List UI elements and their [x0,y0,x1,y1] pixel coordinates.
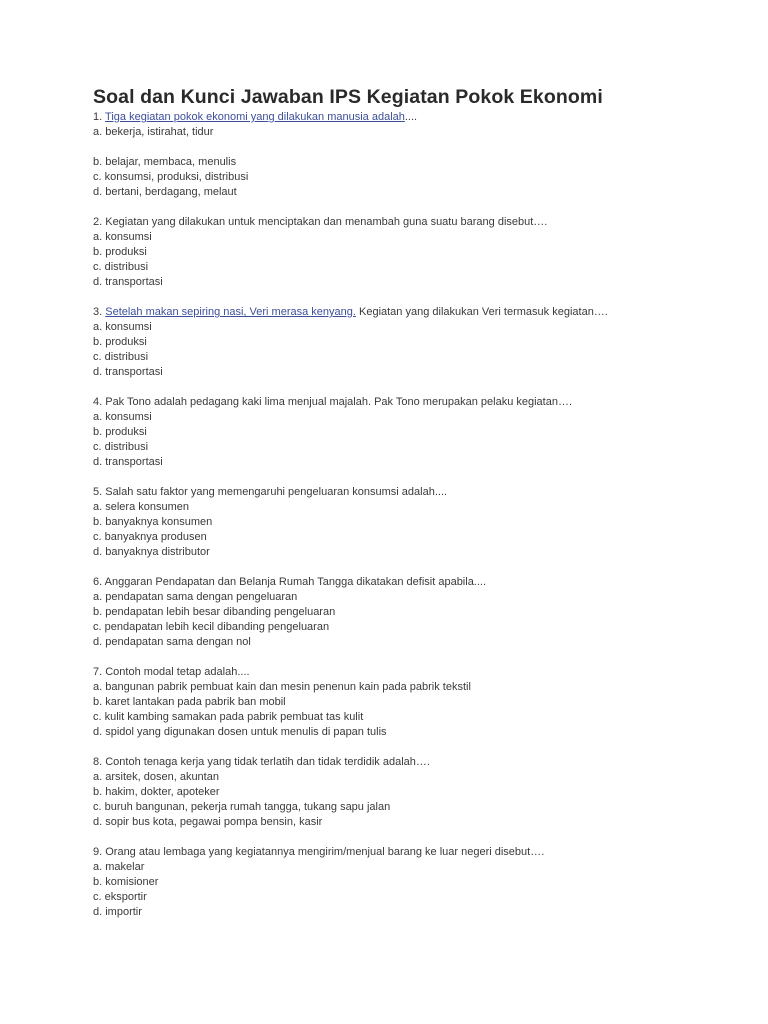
question-1-option-c: c. konsumsi, produksi, distribusi [93,171,249,183]
question-4-option-c: c. distribusi [93,441,149,453]
question-4 [93,395,743,470]
question-list [93,110,743,935]
question-1-prefix: 1. [93,111,106,123]
question-3 [93,305,743,380]
question-8-option-a: a. arsitek, dosen, akuntan [93,771,219,783]
question-9-option-b: b. komisioner [93,876,159,888]
question-6-option-b: b. pendapatan lebih besar dibanding pengeluaran [93,606,336,618]
question-1-text [93,110,743,125]
question-8 [93,755,743,830]
question-1-option-a: a. bekerja, istirahat, tidur [93,126,214,138]
question-7 [93,665,743,740]
question-8-option-d: d. sopir bus kota, pegawai pompa bensin, kasir [93,816,323,828]
question-7-option-b: b. karet lantakan pada pabrik ban mobil [93,696,286,708]
question-1-link[interactable]: Tiga kegiatan pokok ekonomi yang dilakukan manusia adalah [105,111,405,123]
question-4-option-a: a. konsumsi [93,411,152,423]
question-3-option-a: a. konsumsi [93,321,152,333]
question-5-option-d: d. banyaknya distributor [93,546,210,558]
question-3-prefix: 3. [93,306,106,318]
spacer [93,140,743,155]
question-4-text: 4. Pak Tono adalah pedagang kaki lima menjual majalah. Pak Tono merupakan pelaku kegiatan…. [93,396,573,408]
question-8-text: 8. Contoh tenaga kerja yang tidak terlatih dan tidak terdidik adalah…. [93,756,430,768]
question-7-text: 7. Contoh modal tetap adalah.... [93,666,250,678]
question-9-option-d: d. importir [93,906,142,918]
question-2-option-c: c. distribusi [93,261,149,273]
question-3-text [93,305,743,320]
question-6-option-d: d. pendapatan sama dengan nol [93,636,251,648]
question-6-option-a: a. pendapatan sama dengan pengeluaran [93,591,298,603]
question-2-text: 2. Kegiatan yang dilakukan untuk menciptakan dan menambah guna suatu barang disebut…. [93,216,548,228]
question-5 [93,485,743,560]
question-9-option-a: a. makelar [93,861,145,873]
question-6-option-c: c. pendapatan lebih kecil dibanding pengeluaran [93,621,330,633]
question-4-option-b: b. produksi [93,426,147,438]
question-7-option-a: a. bangunan pabrik pembuat kain dan mesin penenun kain pada pabrik tekstil [93,681,471,693]
question-1 [93,110,743,200]
question-9 [93,845,743,920]
question-6 [93,575,743,650]
question-9-option-c: c. eksportir [93,891,147,903]
question-8-option-c: c. buruh bangunan, pekerja rumah tangga, tukang sapu jalan [93,801,391,813]
question-6-text: 6. Anggaran Pendapatan dan Belanja Rumah Tangga dikatakan defisit apabila.... [93,576,487,588]
question-7-option-d: d. spidol yang digunakan dosen untuk menulis di papan tulis [93,726,387,738]
page-title: Soal dan Kunci Jawaban IPS Kegiatan Pokok Ekonomi [93,86,603,108]
question-3-option-c: c. distribusi [93,351,149,363]
question-2-option-b: b. produksi [93,246,147,258]
question-8-option-b: b. hakim, dokter, apoteker [93,786,220,798]
question-1-suffix: .... [404,111,418,123]
question-7-option-c: c. kulit kambing samakan pada pabrik pembuat tas kulit [93,711,364,723]
question-2 [93,215,743,290]
question-5-text: 5. Salah satu faktor yang memengaruhi pengeluaran konsumsi adalah.... [93,486,448,498]
question-1-option-b: b. belajar, membaca, menulis [93,156,237,168]
question-5-option-b: b. banyaknya konsumen [93,516,213,528]
question-3-link[interactable]: Setelah makan sepiring nasi, Veri merasa kenyang. [105,306,356,318]
question-5-option-c: c. banyaknya produsen [93,531,207,543]
question-3-option-b: b. produksi [93,336,147,348]
question-9-text: 9. Orang atau lembaga yang kegiatannya mengirim/menjual barang ke luar negeri disebut…. [93,846,545,858]
question-3-option-d: d. transportasi [93,366,163,378]
question-3-suffix: Kegiatan yang dilakukan Veri termasuk kegiatan…. [355,306,608,318]
question-1-option-d: d. bertani, berdagang, melaut [93,186,237,198]
question-5-option-a: a. selera konsumen [93,501,189,513]
question-2-option-d: d. transportasi [93,276,163,288]
question-4-option-d: d. transportasi [93,456,163,468]
question-2-option-a: a. konsumsi [93,231,152,243]
